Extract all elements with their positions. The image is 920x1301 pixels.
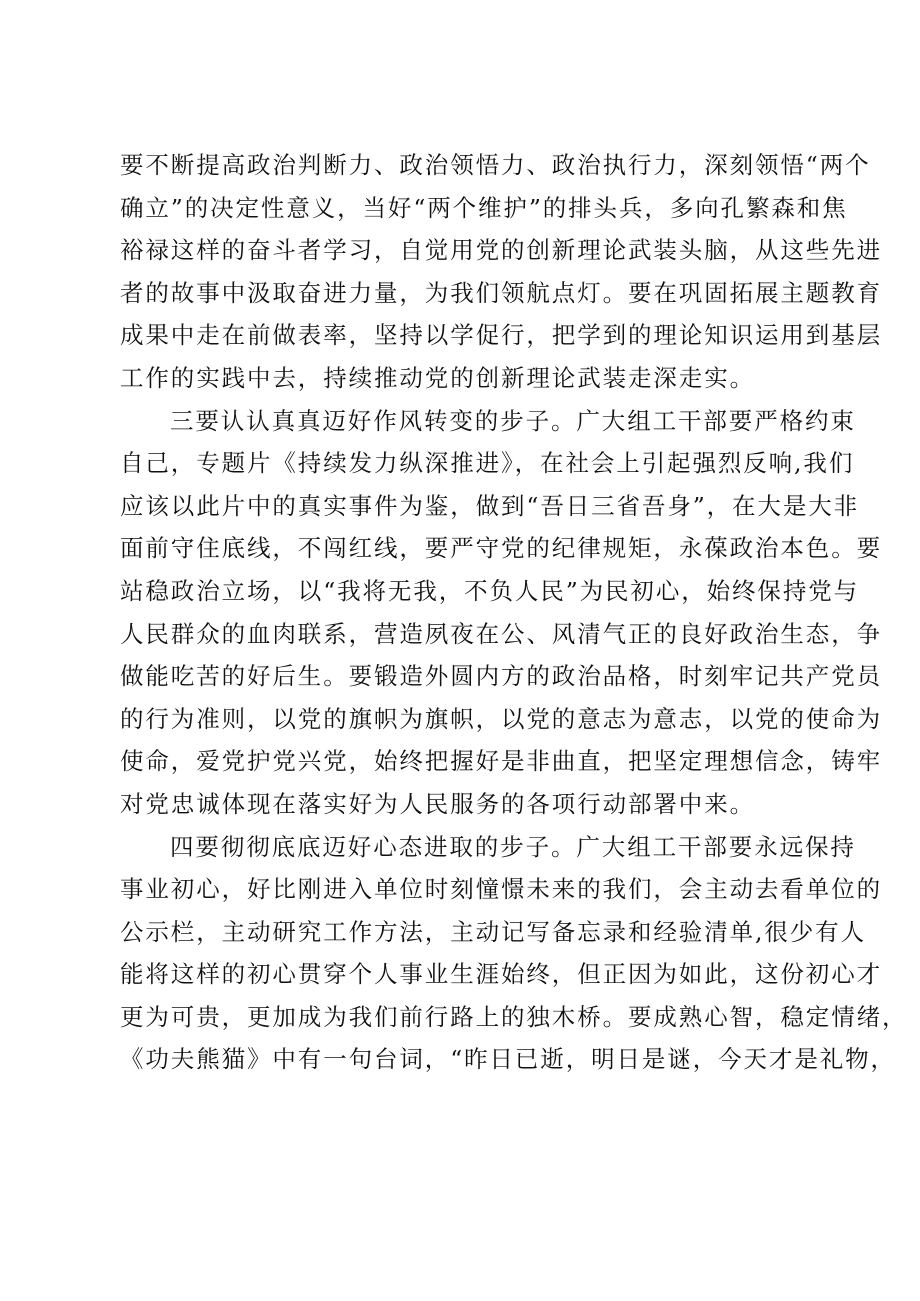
text-line: 三要认认真真迈好作风转变的步子。广大组工干部要严格约束	[170, 406, 856, 435]
text-line: 者的故事中汲取奋进力量，为我们领航点灯。要在巩固拓展主题教育	[120, 278, 882, 307]
text-line: 站稳政治立场，以“我将无我，不负人民”为民初心，始终保持党与	[120, 576, 860, 605]
text-line: 做能吃苦的好后生。要锻造外圆内方的政治品格，时刻牢记共产党员	[120, 662, 882, 691]
text-line: 工作的实践中去，持续推动党的创新理论武装走深走实。	[120, 363, 755, 392]
text-line: 自己，专题片《持续发力纵深推进》，在社会上引起强烈反响,我们	[120, 449, 855, 478]
text-line: 应该以此片中的真实事件为鉴，做到“吾日三省吾身”，在大是大非	[120, 491, 860, 520]
paragraph	[120, 400, 882, 826]
text-line: 裕禄这样的奋斗者学习，自觉用党的创新理论武装头脑，从这些先进	[120, 236, 882, 265]
paragraph	[120, 826, 908, 1082]
paragraph	[120, 144, 882, 400]
text-line: 能将这样的初心贯穿个人事业生涯始终，但正因为如此，这份初心才	[120, 960, 882, 989]
text-line: 更为可贵，更加成为我们前行路上的独木桥。要成熟心智，稳定情绪，	[120, 1002, 908, 1031]
text-line: 四要彻彻底底迈好心态进取的步子。广大组工干部要永远保持	[170, 832, 856, 861]
text-line: 公示栏，主动研究工作方法，主动记写备忘录和经验清单,很少有人	[120, 917, 866, 946]
text-line: 成果中走在前做表率，坚持以学促行，把学到的理论知识运用到基层	[120, 321, 882, 350]
text-line: 事业初心，好比刚进入单位时刻憧憬未来的我们，会主动去看单位的	[120, 875, 882, 904]
text-line: 的行为准则，以党的旗帜为旗帜，以党的意志为意志，以党的使命为	[120, 704, 882, 733]
text-line: 要不断提高政治判断力、政治领悟力、政治执行力，深刻领悟“两个	[120, 151, 871, 179]
text-line: 使命，爱党护党兴党，始终把握好是非曲直，把坚定理想信念，铸牢	[120, 747, 882, 776]
text-line: 对党忠诚体现在落实好为人民服务的各项行动部署中来。	[120, 789, 755, 818]
text-line: 面前守住底线，不闯红线，要严守党的纪律规矩，永葆政治本色。要	[120, 534, 882, 563]
document-body	[120, 144, 908, 1081]
text-line: 《功夫熊猫》中有一句台词，“昨日已逝，明日是谜，今天才是礼物，	[120, 1045, 896, 1074]
text-line: 确立”的决定性意义，当好“两个维护”的排头兵，多向孔繁森和焦	[120, 193, 848, 222]
text-line: 人民群众的血肉联系，营造夙夜在公、风清气正的良好政治生态，争	[120, 619, 882, 648]
